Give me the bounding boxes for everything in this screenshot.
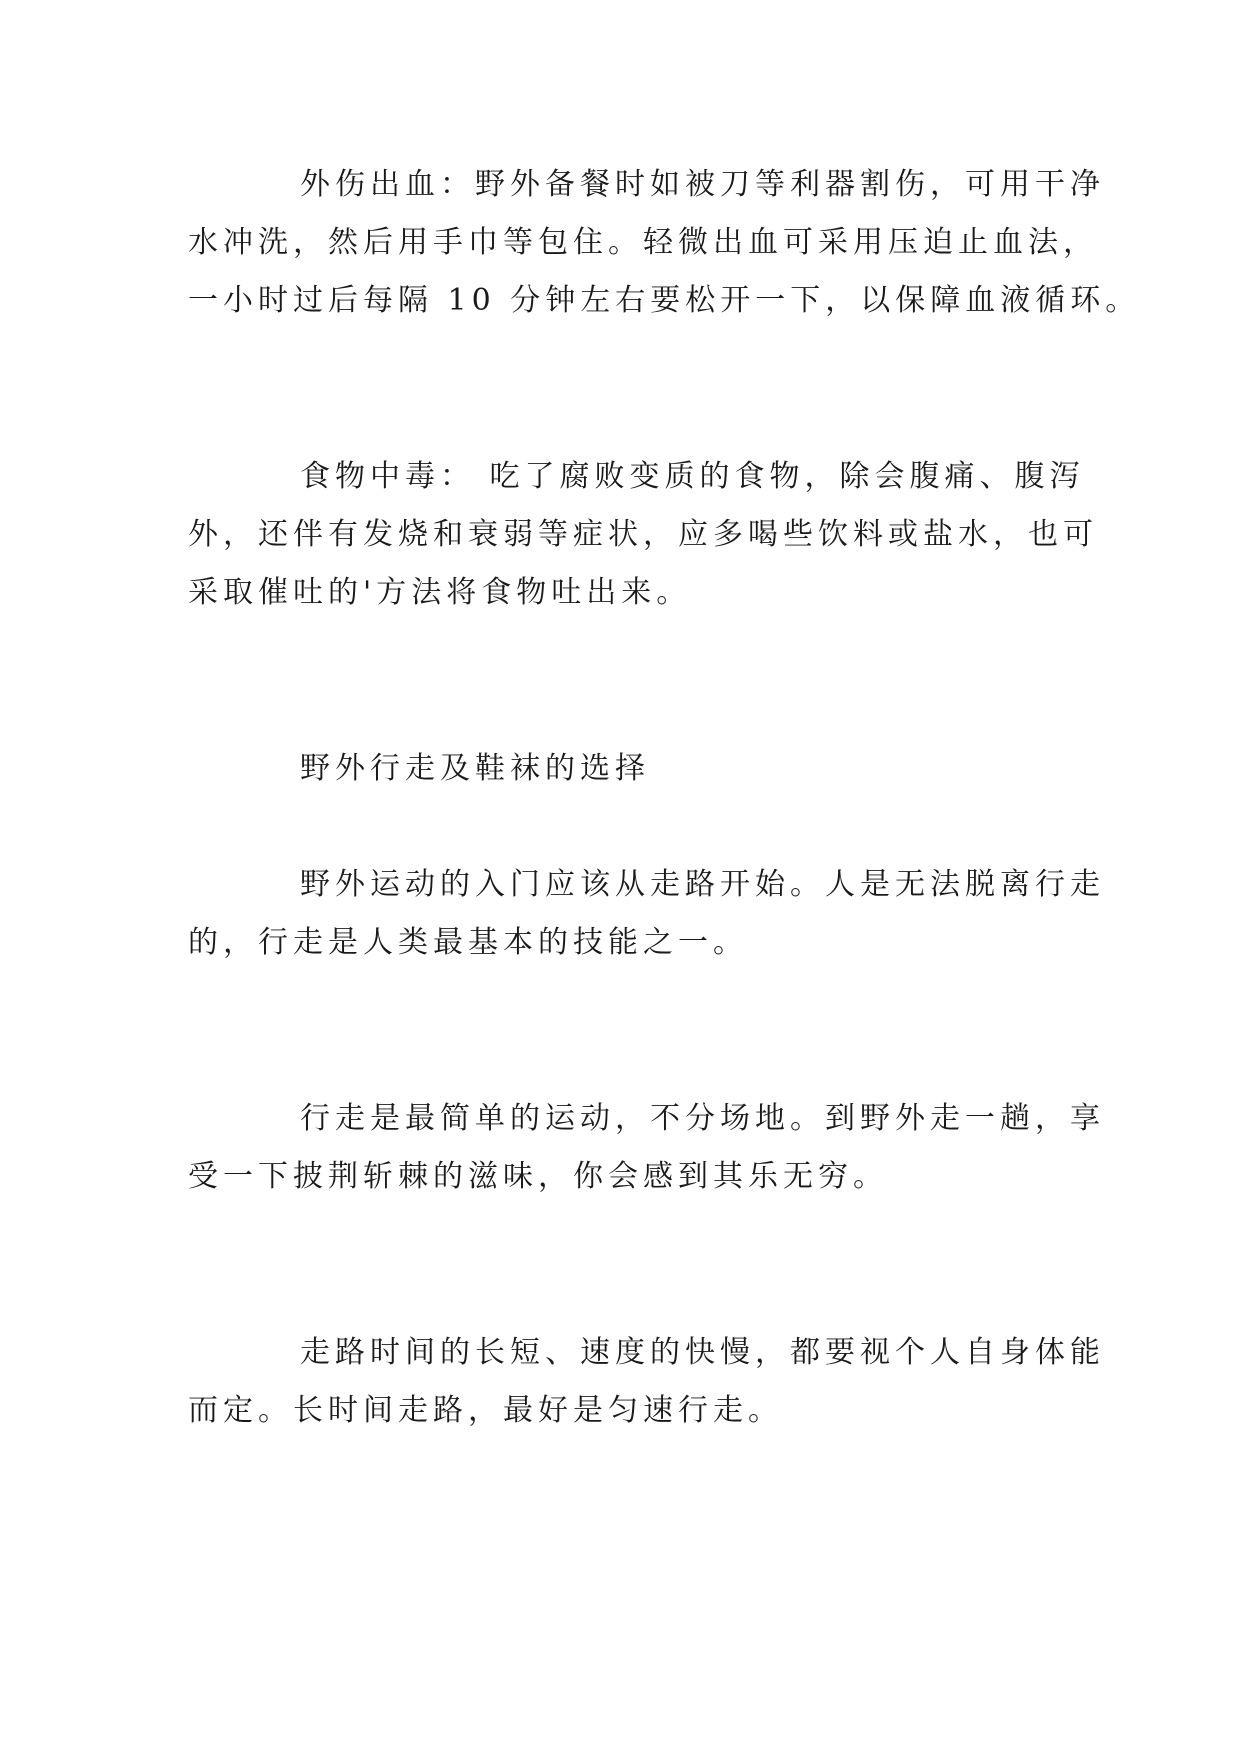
heading-text: 野外行走及鞋袜的选择: [300, 751, 650, 786]
text-line: 走路时间的长短、速度的快慢，都要视个人自身体能: [300, 1335, 1105, 1370]
text-line: 的，行走是人类最基本的技能之一。: [188, 925, 748, 960]
text-line: 水冲洗，然后用手巾等包住。轻微出血可采用压迫止血法，: [188, 225, 1098, 260]
text-line: 野外运动的入门应该从走路开始。人是无法脱离行走: [300, 867, 1105, 902]
text-line: 行走是最简单的运动，不分场地。到野外走一趟，享: [300, 1101, 1105, 1136]
text-line: 外伤出血：野外备餐时如被刀等利器割伤，可用干净: [300, 167, 1105, 202]
text-line: 外，还伴有发烧和衰弱等症状，应多喝些饮料或盐水，也可: [188, 517, 1098, 552]
text-line: 而定。长时间走路，最好是匀速行走。: [188, 1393, 783, 1428]
text-line: 一小时过后每隔 10 分钟左右要松开一下，以保障血液循环。: [188, 283, 1141, 318]
text-line: 受一下披荆斩棘的滋味，你会感到其乐无穷。: [188, 1159, 888, 1194]
text-line: 采取催吐的'方法将食物吐出来。: [188, 575, 692, 610]
text-line: 食物中毒： 吃了腐败变质的食物，除会腹痛、腹泻: [300, 459, 1085, 494]
